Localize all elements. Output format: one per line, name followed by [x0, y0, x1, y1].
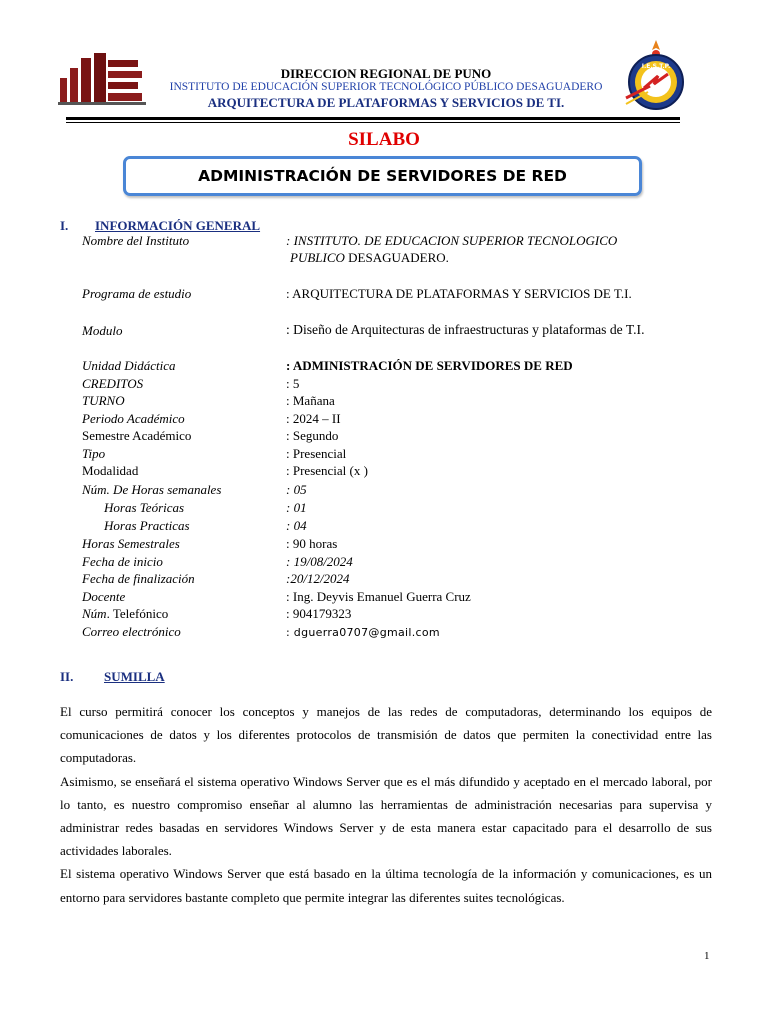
value-horas-practicas: : 04 — [286, 518, 307, 533]
section-number: I. — [60, 218, 69, 233]
label-unidad: Unidad Didáctica — [82, 358, 176, 373]
value-modulo: : Diseño de Arquitecturas de infraestructuras y plataformas de T.I. — [286, 322, 645, 337]
value-correo: : dguerra0707@gmail.com — [286, 626, 440, 639]
value-fecha-inicio: : 19/08/2024 — [286, 554, 353, 569]
header-rule-thin — [66, 122, 680, 123]
label-fecha-fin: Fecha de finalización — [82, 571, 195, 586]
label-horas-semanales: Núm. De Horas semanales — [82, 482, 222, 497]
section-number: II. — [60, 669, 74, 684]
value-instituto-line2: PUBLICO DESAGUADERO. — [290, 250, 449, 265]
seal-text: I.E.S.T.P. — [641, 63, 671, 70]
value-periodo: : 2024 – II — [286, 411, 341, 426]
label-semestre: Semestre Académico — [82, 428, 192, 443]
page-number: 1 — [704, 950, 710, 962]
sumilla-body — [60, 700, 712, 909]
institute-seal-logo — [620, 38, 692, 112]
value-unidad: : ADMINISTRACIÓN DE SERVIDORES DE RED — [286, 358, 573, 373]
label-docente: Docente — [82, 589, 126, 604]
value-turno: : Mañana — [286, 393, 335, 408]
label-modalidad: Modalidad — [82, 463, 139, 478]
label-fecha-inicio: Fecha de inicio — [82, 554, 163, 569]
sumilla-paragraph: El sistema operativo Windows Server que está basado en la última tecnología de la información y comunicaciones, es un entorno para servidores bastante completo que permite integrar las diferentes suites tecnológicas. — [60, 866, 712, 905]
value-docente: : Ing. Deyvis Emanuel Guerra Cruz — [286, 589, 471, 604]
label-tipo: Tipo — [82, 446, 106, 461]
value-instituto-line1: : INSTITUTO. DE EDUCACION SUPERIOR TECNOLOGICO — [286, 233, 618, 248]
label-turno: TURNO — [82, 393, 125, 408]
label-programa: Programa de estudio — [82, 286, 192, 301]
header-rule-thick — [66, 117, 680, 120]
section-heading-general — [60, 218, 360, 234]
value-programa: : ARQUITECTURA DE PLATAFORMAS Y SERVICIOS DE T.I. — [286, 286, 632, 301]
header-institute: INSTITUTO DE EDUCACIÓN SUPERIOR TECNOLÓGICO PÚBLICO DESAGUADERO — [169, 81, 603, 93]
label-horas-semestrales: Horas Semestrales — [82, 536, 180, 551]
sumilla-paragraph: El curso permitirá conocer los conceptos y manejos de las redes de computadoras, determinando los equipos de comunicaciones de datos y los diferentes protocolos de transmisión de datos que permiten la conectividad entre las computadoras. — [60, 704, 712, 766]
label-periodo: Periodo Académico — [82, 411, 185, 426]
label-telefono: Núm. Telefónico — [82, 606, 169, 621]
value-tipo: : Presencial — [286, 446, 347, 461]
course-title-box — [123, 156, 642, 196]
header-region: DIRECCION REGIONAL DE PUNO — [280, 66, 492, 81]
header-program: ARQUITECTURA DE PLATAFORMAS Y SERVICIOS DE TI. — [207, 95, 565, 110]
value-horas-semestrales: : 90 horas — [286, 536, 338, 551]
section-title: INFORMACIÓN GENERAL — [95, 218, 261, 233]
label-horas-practicas: Horas Practicas — [104, 518, 190, 533]
value-telefono: : 904179323 — [286, 606, 352, 621]
value-creditos: : 5 — [286, 376, 300, 391]
ministry-logo — [58, 50, 150, 105]
section-heading-sumilla — [60, 669, 260, 685]
value-horas-teoricas: : 01 — [286, 500, 307, 515]
label-horas-teoricas: Horas Teóricas — [104, 500, 185, 515]
label-creditos: CREDITOS — [82, 376, 144, 391]
section-title: SUMILLA — [104, 669, 165, 684]
value-semestre: : Segundo — [286, 428, 339, 443]
document-title: SILABO — [348, 129, 420, 150]
sumilla-paragraph: Asimismo, se enseñará el sistema operativo Windows Server que es el más difundido y aceptado en el mercado laboral, por lo tanto, es nuestro compromiso enseñar al alumno las herramientas de administración necesarias para supervisa y administrar redes basadas en servidores Windows Server y de esta manera estar capacitado para el desarrollo de sus actividades laborales. — [60, 773, 712, 859]
course-title: ADMINISTRACIÓN DE SERVIDORES DE RED — [198, 167, 567, 185]
value-horas-semanales: : 05 — [286, 482, 307, 497]
value-fecha-fin: :20/12/2024 — [286, 571, 350, 586]
label-modulo: Modulo — [82, 323, 123, 338]
value-modalidad: : Presencial (x ) — [286, 463, 368, 478]
label-correo: Correo electrónico — [82, 624, 181, 639]
label-instituto: Nombre del Instituto — [82, 233, 190, 248]
